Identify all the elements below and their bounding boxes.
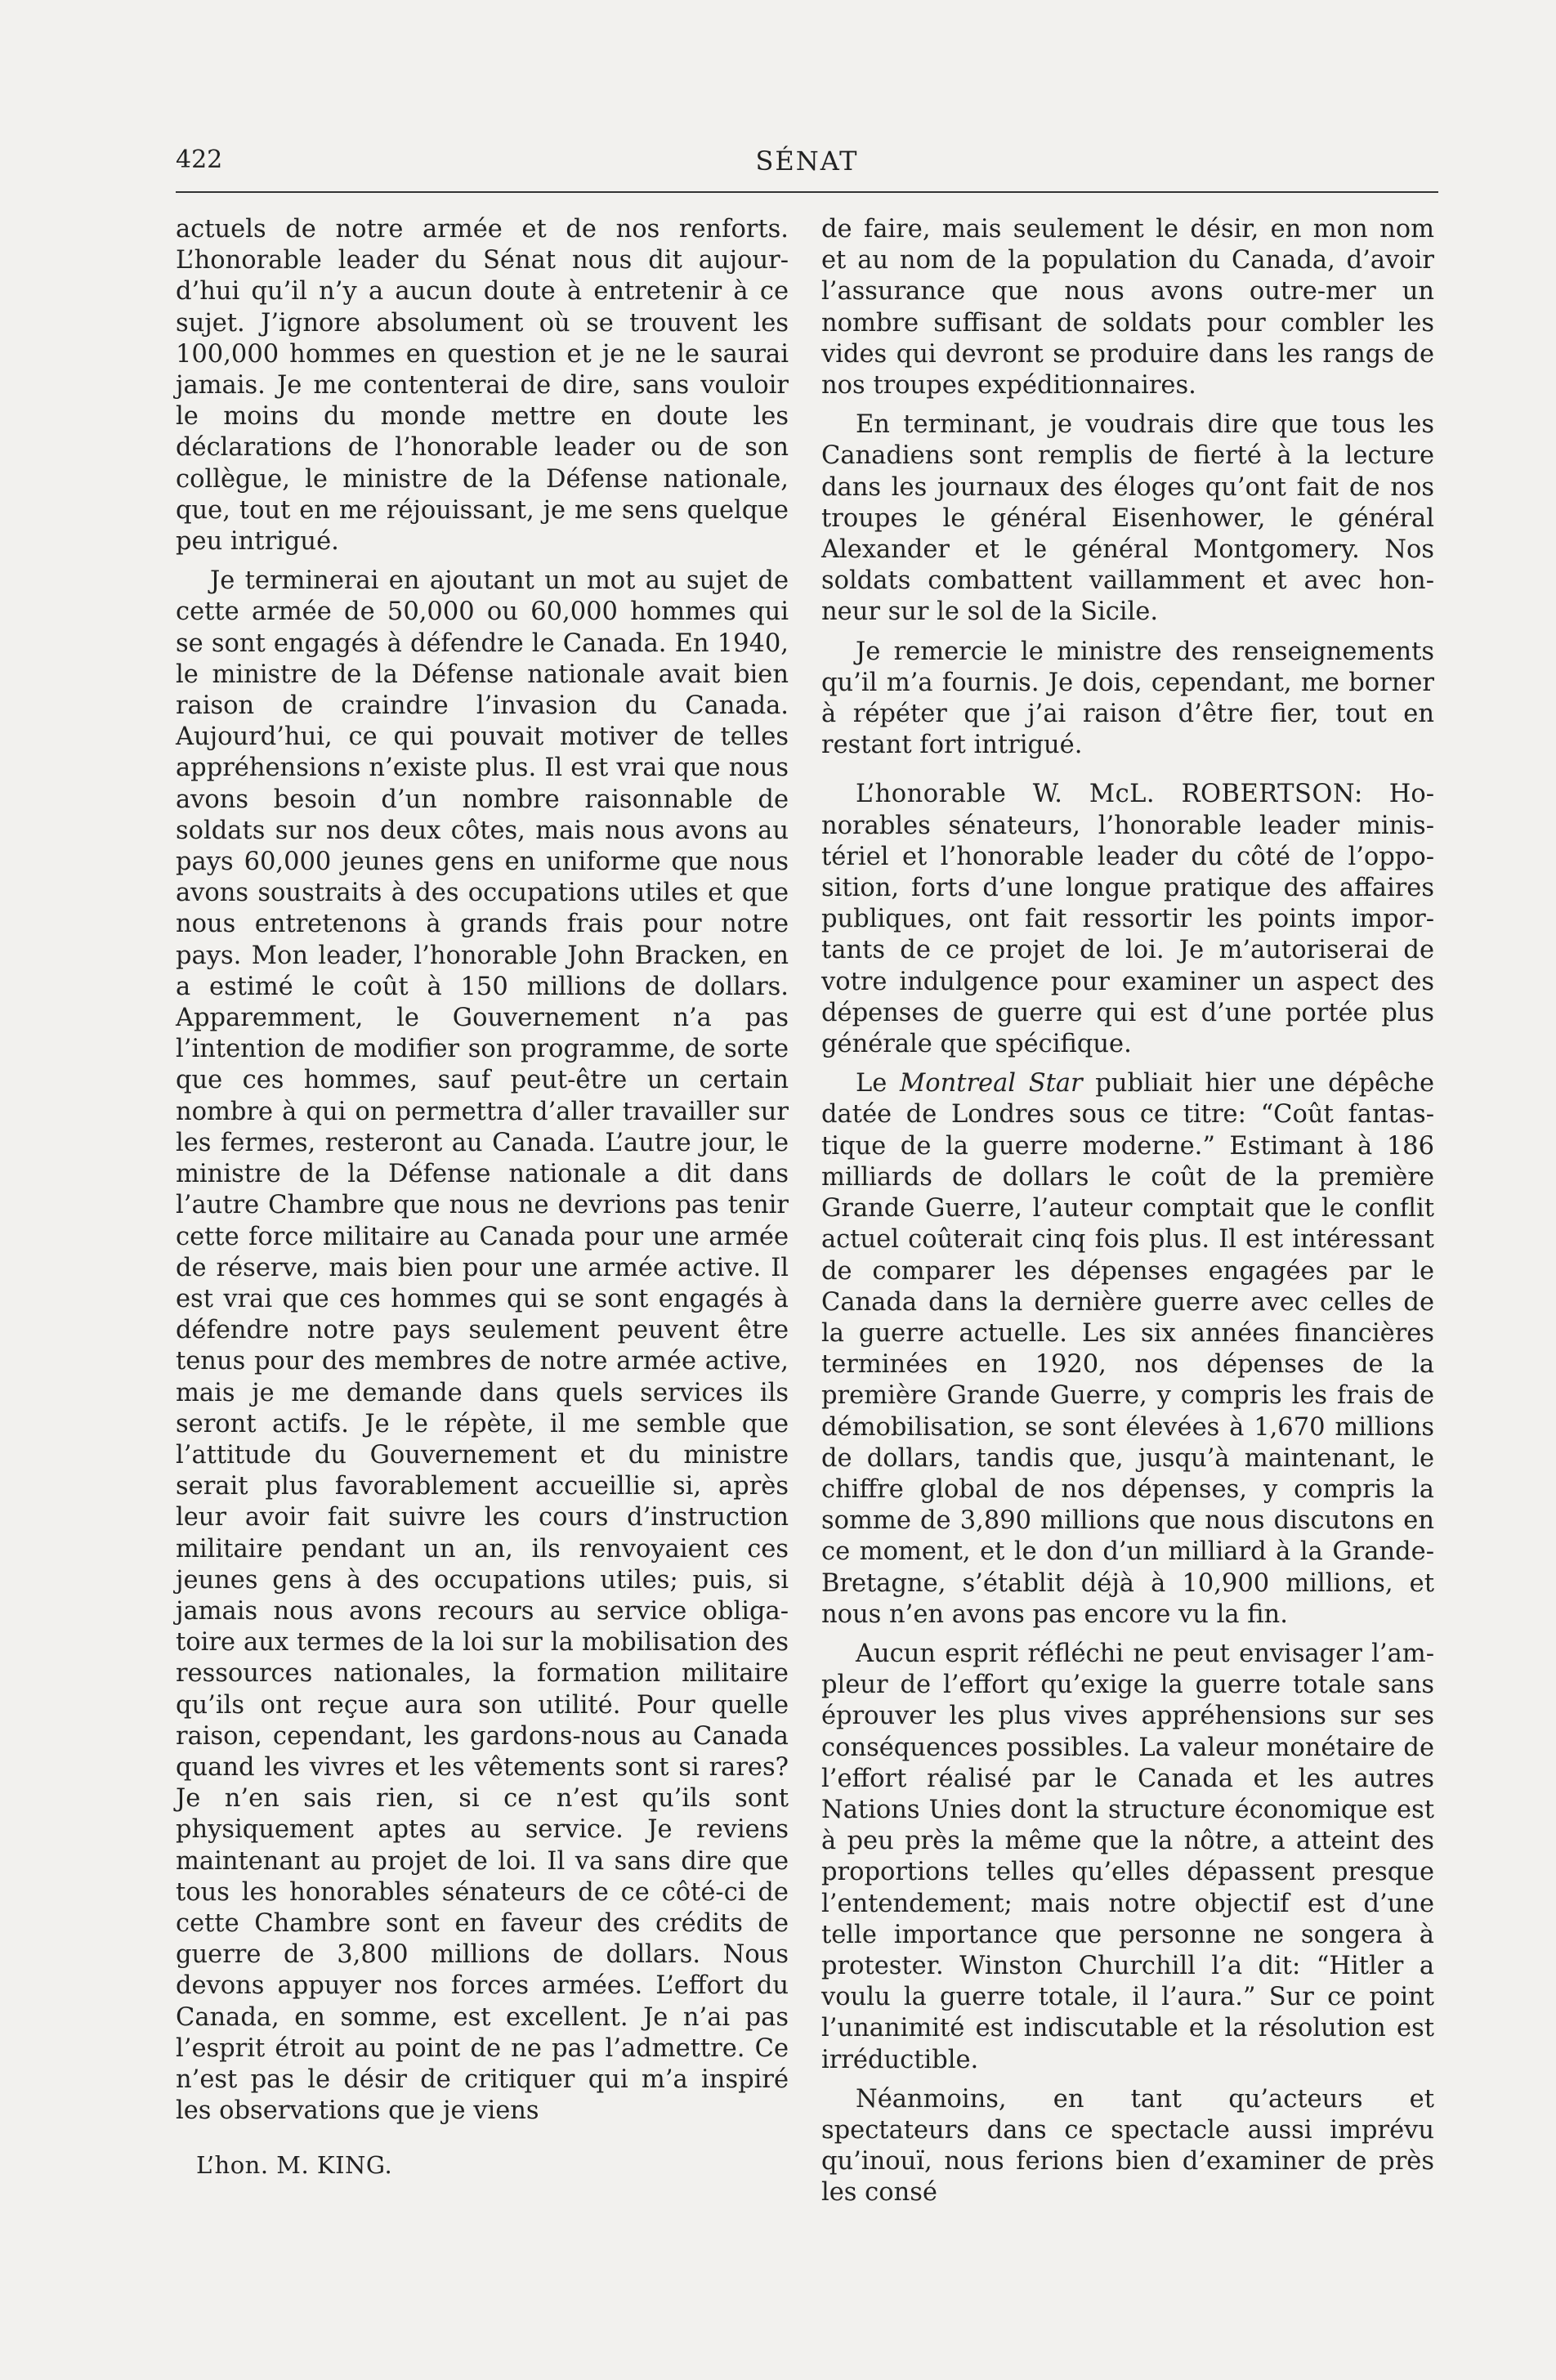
paragraph: Aucun esprit réfléchi ne peut envisager l’ampleur de l’effort qu’exige la guerre totale sans éprouver les plus vives appréhensions sur ses conséquences possibles. La valeur monétaire de l’effort réalisé par le Canada et les autres Nations Unies dont la structure économique est à peu près la même que la nôtre, a atteint des proportions telles qu’elles dépassent presque l’entendement; mais notre objectif est d’une telle importance que personne ne songera à protester. Winston Churchill l’a dit: “Hitler a voulu la guerre totale, il l’aura.” Sur ce point l’unanimité est indiscutable et la résolution est irréductible.	[821, 1639, 1434, 2074]
paragraph: Je remercie le ministre des renseignements qu’il m’a fournis. Je dois, cependant, me borner à répéter que j’ai raison d’être fier, tout en restant fort intrigué.	[821, 637, 1434, 760]
paragraph-lead: Le	[856, 1069, 900, 1098]
left-column	[176, 214, 789, 2135]
right-column	[821, 214, 1434, 2217]
speech-opening: Honorables sénateurs, l’honorable leader ministériel et l’honorable leader du côté de l’opposition, forts d’une longue pratique des affaires publiques, ont fait ressortir les points importants de ce projet de loi. Je m’autoriserai de votre indulgence pour examiner un aspect des dépenses de guerre qui est d’une portée plus générale que spécifique.	[821, 780, 1434, 1059]
paragraph	[821, 1068, 1434, 1631]
running-title: SÉNAT	[755, 145, 859, 177]
speech-paragraph	[821, 779, 1434, 1060]
speaker-name: L’honorable W. McL. ROBERTSON:	[856, 780, 1363, 809]
header-rule	[176, 191, 1438, 193]
paragraph: actuels de notre armée et de nos renforts. L’honorable leader du Sénat nous dit aujourd’hui qu’il n’y a aucun doute à entretenir à ce sujet. J’ignore absolument où se trouvent les 100,000 hommes en question et je ne le saurai jamais. Je me contenterai de dire, sans vouloir le moins du monde mettre en doute les déclarations de l’honorable leader ou de son collègue, le ministre de la Défense nationale, que, tout en me réjouissant, je me sens quelque peu intrigué.	[176, 215, 789, 557]
newspaper-title: Montreal Star	[899, 1069, 1083, 1098]
paragraph: En terminant, je voudrais dire que tous les Canadiens sont remplis de fierté à la lecture dans les journaux des éloges qu’ont fait de nos troupes le général Eisenhower, le général Alexander et le général Montgomery. Nos soldats combattent vaillamment et avec honneur sur le sol de la Sicile.	[821, 410, 1434, 627]
paragraph: Je terminerai en ajoutant un mot au sujet de cette armée de 50,000 ou 60,000 hommes qui se sont engagés à défendre le Canada. En 1940, le ministre de la Défense nationale avait bien raison de craindre l’invasion du Canada. Aujourd’hui, ce qui pouvait motiver de telles appréhensions n’existe plus. Il est vrai que nous avons besoin d’un nombre raisonnable de soldats sur nos deux côtes, mais nous avons au pays 60,000 jeunes gens en uniforme que nous avons soustraits à des occupations utiles et que nous entretenons à grands frais pour notre pays. Mon leader, l’honorable John Bracken, en a estimé le coût à 150 millions de dollars. Apparemment, le Gouvernement n’a pas l’intention de modifier son programme, de sorte que ces hommes, sauf peut-être un certain nombre à qui on permettra d’aller travailler sur les fermes, resteront au Canada. L’autre jour, le ministre de la Défense nationale a dit dans l’autre Chambre que nous ne devrions pas tenir cette force militaire au Canada pour une armée de réserve, mais bien pour une armée active. Il est vrai que ces hommes qui se sont engagés à défendre notre pays seulement peuvent être tenus pour des membres de notre armée active, mais je me demande dans quels services ils seront actifs. Je le répète, il me semble que l’attitude du Gouvernement et du ministre serait plus favorablement accueillie si, après leur avoir fait suivre les cours d’instruction militaire pendant un an, ils renvoyaient ces jeunes gens à des occupations utiles; puis, si jamais nous avons recours au service obligatoire aux termes de la loi sur la mobilisation des ressources nationales, la formation militaire qu’ils ont reçue aura son utilité. Pour quelle raison, cependant, les gardons-nous au Canada quand les vivres et les vêtements sont si rares? Je n’en sais rien, si ce n’est qu’ils sont physiquement aptes au service. Je reviens maintenant au projet de loi. Il va sans dire que tous les honorables sénateurs de ce côté-ci de cette Chambre sont en faveur des crédits de guerre de 3,800 millions de dollars. Nous devons appuyer nos forces armées. L’effort du Canada, en somme, est excellent. Je n’ai pas l’esprit étroit au point de ne pas l’admettre. Ce n’est pas le désir de critiquer qui m’a inspiré les observations que je viens	[176, 566, 789, 2126]
paragraph-rest: publiait hier une dépêche datée de Londres sous ce titre: “Coût fantastique de la guerre moderne.” Estimant à 186 milliards de dollars le coût de la première Grande Guerre, l’auteur comptait que le conflit actuel coûterait cinq fois plus. Il est intéressant de comparer les dépenses engagées par le Canada dans la dernière guerre avec celles de la guerre actuelle. Les six années financières terminées en 1920, nos dépenses de la première Grande Guerre, y compris les frais de démobilisation, se sont élevées à 1,670 millions de dollars, tandis que, jusqu’à maintenant, le chiffre global de nos dépenses, y compris la somme de 3,890 millions que nous discutons en ce moment, et le don d’un milliard à la Grande-Bretagne, s’établit déjà à 10,900 millions, et nous n’en avons pas encore vu la fin.	[821, 1069, 1435, 1629]
page-number: 422	[176, 145, 223, 174]
paragraph: de faire, mais seulement le désir, en mon nom et au nom de la population du Canada, d’avoir l’assurance que nous avons outre-mer un nombre suffisant de soldats pour combler les vides qui devront se produire dans les rangs de nos troupes expéditionnaires.	[821, 215, 1434, 400]
page-header	[176, 145, 1438, 186]
paragraph: Néanmoins, en tant qu’acteurs et spectateurs dans ce spectacle aussi imprévu qu’inouï, nous ferions bien d’examiner de près les consé	[821, 2084, 1434, 2208]
footer-speaker-reference: L’hon. M. KING.	[196, 2151, 393, 2179]
